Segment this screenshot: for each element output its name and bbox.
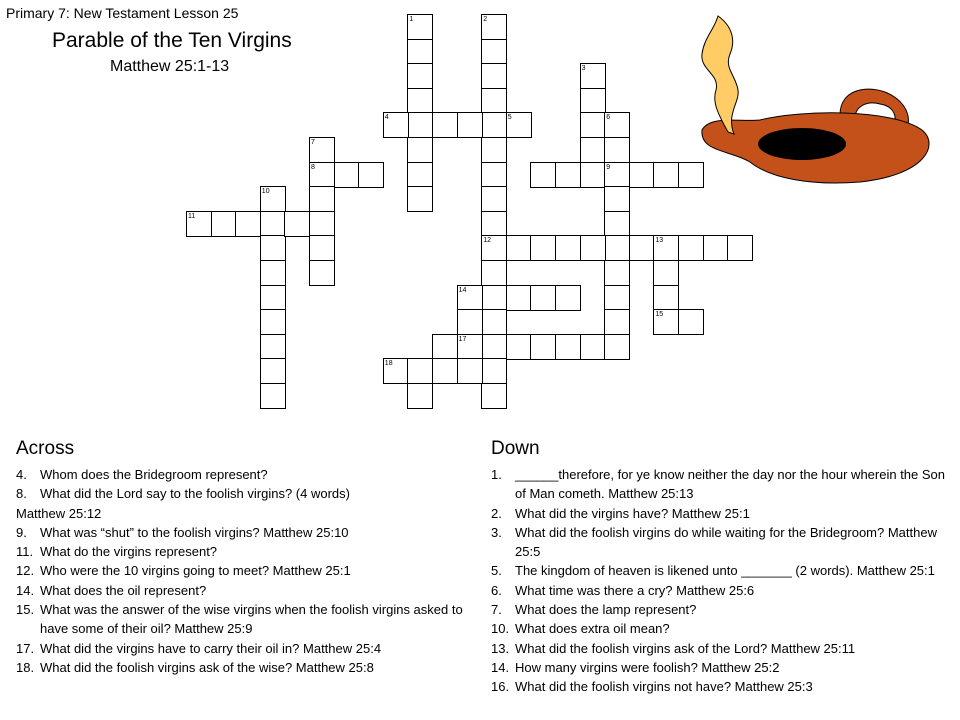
clue-number: 18. xyxy=(16,659,35,675)
across-clue xyxy=(16,523,486,542)
crossword-cell[interactable] xyxy=(580,63,606,89)
down-clue xyxy=(491,658,951,677)
clue-text: Whom does the Bridegroom represent? xyxy=(40,467,268,482)
crossword-cell[interactable] xyxy=(457,285,483,311)
crossword-cell[interactable] xyxy=(481,88,507,114)
crossword-cell[interactable] xyxy=(604,137,630,163)
crossword-cell[interactable] xyxy=(604,334,630,360)
crossword-cell[interactable] xyxy=(530,235,556,261)
clue-number: 5. xyxy=(491,563,502,579)
crossword-cell[interactable] xyxy=(481,63,507,89)
clue-number: 18 xyxy=(384,360,393,368)
crossword-cell[interactable] xyxy=(481,334,507,360)
crossword-cell[interactable] xyxy=(481,383,507,409)
clue-number: 2 xyxy=(483,16,488,23)
crossword-cell[interactable] xyxy=(309,235,335,261)
clue-text: What time was there a cry? Matthew 25:6 xyxy=(515,582,755,598)
crossword-cell[interactable] xyxy=(284,211,310,237)
crossword-cell[interactable] xyxy=(457,358,483,384)
clue-number: 3. xyxy=(491,524,502,540)
crossword-cell[interactable] xyxy=(457,334,483,360)
crossword-cell[interactable] xyxy=(653,162,679,188)
down-clue xyxy=(491,561,951,580)
crossword-cell[interactable] xyxy=(580,137,606,163)
clue-number: 6 xyxy=(606,114,611,122)
clue-number: 14 xyxy=(458,286,467,294)
crossword-cell[interactable] xyxy=(555,334,581,360)
clue-text: What did the foolish virgins ask of the wise? Matthew 25:8 xyxy=(40,659,374,675)
clue-number: 13. xyxy=(491,640,510,656)
clue-number: 8. xyxy=(16,486,27,502)
crossword-cell[interactable] xyxy=(260,260,286,286)
clue-text: Who were the 10 virgins going to meet? Matthew 25:1 xyxy=(40,563,351,579)
clue-number: 5 xyxy=(507,114,512,122)
clue-number: 2. xyxy=(491,505,502,521)
crossword-cell[interactable] xyxy=(530,162,556,188)
down-clue xyxy=(491,465,951,504)
crossword-cell[interactable] xyxy=(309,137,335,163)
crossword-cell[interactable] xyxy=(358,162,384,188)
clue-number: 13 xyxy=(655,237,664,245)
crossword-cell[interactable] xyxy=(260,211,286,237)
crossword-cell[interactable] xyxy=(555,285,581,311)
crossword-cell[interactable] xyxy=(432,334,458,360)
clue-number: 9 xyxy=(606,163,611,171)
clue-number: 4 xyxy=(384,114,389,122)
crossword-cell[interactable] xyxy=(530,285,556,311)
crossword-cell[interactable] xyxy=(604,235,630,261)
crossword-cell[interactable] xyxy=(407,63,433,89)
crossword-cell[interactable] xyxy=(506,235,532,261)
across-heading: Across xyxy=(16,438,75,459)
clue-text: What does the oil represent? xyxy=(40,582,207,598)
crossword-cell[interactable] xyxy=(481,162,507,188)
crossword-cell[interactable] xyxy=(334,162,360,188)
crossword-cell[interactable] xyxy=(407,383,433,409)
across-clue xyxy=(16,542,486,561)
crossword-cell[interactable] xyxy=(309,211,335,237)
down-heading: Down xyxy=(491,438,540,459)
clue-number: 10 xyxy=(261,188,270,196)
crossword-cell[interactable] xyxy=(629,162,655,188)
crossword-cell[interactable] xyxy=(260,309,286,335)
crossword-cell[interactable] xyxy=(457,112,483,138)
crossword-cell[interactable] xyxy=(481,39,507,65)
clue-text: What was the answer of the wise virgins when the foolish virgins asked to have some of their oil? Matthew 25:9 xyxy=(40,602,463,637)
clue-text: What does the lamp represent? xyxy=(515,602,697,618)
crossword-cell[interactable] xyxy=(432,358,458,384)
clue-number: 17. xyxy=(16,640,35,656)
crossword-cell[interactable] xyxy=(407,112,433,138)
crossword-cell[interactable] xyxy=(407,14,433,40)
crossword-cell[interactable] xyxy=(235,211,261,237)
crossword-cell[interactable] xyxy=(407,162,433,188)
oil-lamp-illustration xyxy=(690,10,940,190)
crossword-cell[interactable] xyxy=(383,358,409,384)
clue-number: 6. xyxy=(491,582,502,598)
page-title: Parable of the Ten Virgins xyxy=(52,29,292,52)
clue-number: 11. xyxy=(16,544,34,560)
down-clue xyxy=(491,619,951,638)
crossword-cell[interactable] xyxy=(629,235,655,261)
crossword-cell[interactable] xyxy=(580,235,606,261)
down-clue xyxy=(491,581,951,600)
crossword-cell[interactable] xyxy=(260,235,286,261)
crossword-cell[interactable] xyxy=(383,112,409,138)
crossword-cell[interactable] xyxy=(481,112,507,138)
crossword-cell[interactable] xyxy=(481,186,507,212)
crossword-cell[interactable] xyxy=(555,162,581,188)
crossword-cell[interactable] xyxy=(703,235,729,261)
down-clue xyxy=(491,504,951,523)
down-clue xyxy=(491,523,951,562)
crossword-cell[interactable] xyxy=(555,235,581,261)
crossword-cell[interactable] xyxy=(260,186,286,212)
clue-number: 12 xyxy=(483,237,491,245)
crossword-cell[interactable] xyxy=(580,88,606,114)
crossword-cell[interactable] xyxy=(604,260,630,286)
course-label: Primary 7: New Testament Lesson 25 xyxy=(6,5,239,21)
clue-number: 14. xyxy=(16,582,35,598)
across-clues xyxy=(16,437,486,677)
crossword-cell[interactable] xyxy=(530,334,556,360)
clue-text: How many virgins were foolish? Matthew 25:2 xyxy=(515,659,780,675)
clue-number: 16. xyxy=(491,679,510,695)
down-clues xyxy=(491,437,951,697)
crossword-cell[interactable] xyxy=(260,334,286,360)
crossword-cell[interactable] xyxy=(653,235,679,261)
crossword-cell[interactable] xyxy=(604,162,630,188)
crossword-cell[interactable] xyxy=(432,112,458,138)
clue-number: 7. xyxy=(491,602,502,618)
clue-text: What was “shut” to the foolish virgins? Matthew 25:10 xyxy=(40,524,349,540)
clue-number: 12. xyxy=(16,563,35,579)
crossword-cell[interactable] xyxy=(407,39,433,65)
crossword-cell[interactable] xyxy=(604,112,630,138)
across-clue xyxy=(16,600,486,639)
clue-text: What did the foolish virgins do while waiting for the Bridegroom? Matthew 25:5 xyxy=(515,524,937,560)
crossword-cell[interactable] xyxy=(678,309,704,335)
crossword-cell[interactable] xyxy=(604,211,630,237)
crossword-cell[interactable] xyxy=(653,309,679,335)
clue-number: 15. xyxy=(16,602,35,618)
clue-text: What did the virgins have? Matthew 25:1 xyxy=(515,505,750,521)
clue-number: 7 xyxy=(311,139,315,146)
crossword-cell[interactable] xyxy=(506,112,532,138)
crossword-cell[interactable] xyxy=(653,260,679,286)
clue-number: 10. xyxy=(491,621,510,637)
crossword-cell[interactable] xyxy=(481,358,507,384)
clue-number: 17 xyxy=(458,335,467,343)
crossword-cell[interactable] xyxy=(481,285,507,311)
clue-text: What does extra oil mean? xyxy=(515,621,670,637)
crossword-cell[interactable] xyxy=(481,309,507,335)
crossword-cell[interactable] xyxy=(309,186,335,212)
clue-text: What do the virgins represent? xyxy=(40,544,218,560)
crossword-cell[interactable] xyxy=(604,285,630,311)
clue-text: What did the virgins have to carry their oil in? Matthew 25:4 xyxy=(40,640,382,656)
crossword-cell[interactable] xyxy=(481,14,507,40)
crossword-cell[interactable] xyxy=(653,285,679,311)
clue-text: What did the Lord say to the foolish virgins? (4 words) xyxy=(40,486,350,502)
clue-number: 14. xyxy=(491,659,510,675)
clue-number: 3 xyxy=(581,65,586,73)
across-clue xyxy=(16,581,486,600)
crossword-cell[interactable] xyxy=(580,162,606,188)
scripture-reference: Matthew 25:1-13 xyxy=(110,58,230,75)
crossword-cell[interactable] xyxy=(481,211,507,237)
crossword-cell[interactable] xyxy=(186,211,212,237)
clue-number: 15 xyxy=(655,311,664,319)
crossword-cell[interactable] xyxy=(481,260,507,286)
crossword-cell[interactable] xyxy=(481,235,507,261)
crossword-cell[interactable] xyxy=(260,358,286,384)
clue-number: 1 xyxy=(409,16,414,23)
crossword-cell[interactable] xyxy=(407,186,433,212)
down-clue xyxy=(491,677,951,696)
crossword-cell[interactable] xyxy=(580,334,606,360)
crossword-cell[interactable] xyxy=(457,309,483,335)
across-clue xyxy=(16,465,486,484)
clue-number: 4. xyxy=(16,467,27,482)
crossword-cell[interactable] xyxy=(727,235,753,261)
crossword-cell[interactable] xyxy=(481,137,507,163)
crossword-cell[interactable] xyxy=(211,211,237,237)
crossword-cell[interactable] xyxy=(407,358,433,384)
across-clue xyxy=(16,639,486,658)
crossword-cell[interactable] xyxy=(604,186,630,212)
clue-number: 9. xyxy=(16,524,27,540)
crossword-cell[interactable] xyxy=(309,162,335,188)
across-clue xyxy=(16,484,486,503)
clue-number: 1. xyxy=(491,467,502,482)
crossword-cell[interactable] xyxy=(407,88,433,114)
crossword-cell[interactable] xyxy=(260,285,286,311)
down-clue xyxy=(491,639,951,658)
crossword-cell[interactable] xyxy=(678,235,704,261)
crossword-cell[interactable] xyxy=(604,309,630,335)
crossword-cell[interactable] xyxy=(506,285,532,311)
across-clue xyxy=(16,658,486,677)
crossword-cell[interactable] xyxy=(580,112,606,138)
clue-text: The kingdom of heaven is likened unto _______ (2 words). Matthew 25:1 xyxy=(515,563,935,579)
clue-reference: Matthew 25:12 xyxy=(16,505,102,521)
crossword-cell[interactable] xyxy=(407,137,433,163)
clue-text: What did the foolish virgins ask of the Lord? Matthew 25:11 xyxy=(515,640,856,656)
lamp-opening xyxy=(758,128,846,160)
clue-text: ______therefore, for ye know neither the day nor the hour wherein the Son of Man cometh. Matthew 25:13 xyxy=(515,467,946,502)
down-clue xyxy=(491,600,951,619)
clue-number: 8 xyxy=(311,163,315,171)
clue-number: 11 xyxy=(188,212,196,220)
across-clue xyxy=(16,561,486,580)
crossword-cell[interactable] xyxy=(506,334,532,360)
flame-icon xyxy=(702,16,738,134)
crossword-cell[interactable] xyxy=(260,383,286,409)
crossword-cell[interactable] xyxy=(309,260,335,286)
clue-text: What did the foolish virgins not have? Matthew 25:3 xyxy=(515,679,813,695)
